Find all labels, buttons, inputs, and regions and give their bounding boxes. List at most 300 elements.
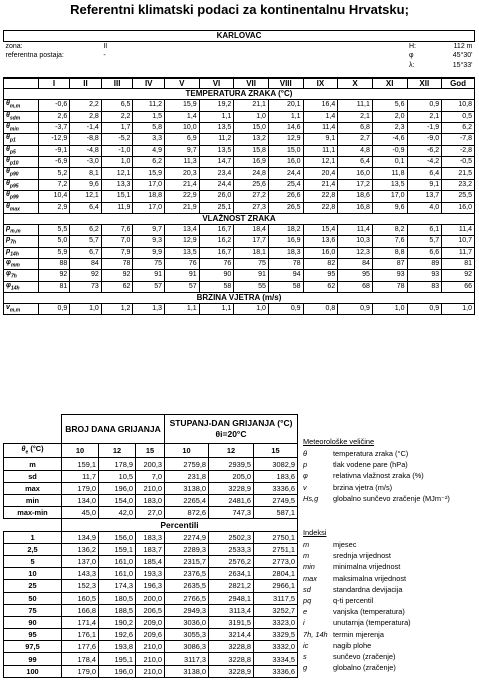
table-cell: 13,6: [303, 236, 338, 247]
table-cell: 231,8: [165, 470, 209, 482]
table-cell: 196,3: [136, 580, 165, 592]
table-cell: 1,7: [101, 122, 133, 133]
page-title: Referentni klimatski podaci za kontinentalnu Hrvatsku;: [70, 2, 409, 17]
info-right-value: 15°33': [452, 61, 473, 69]
row-symbol: θ: [6, 191, 10, 199]
column-header: 10: [165, 444, 209, 458]
table-cell: 11,8: [372, 168, 407, 179]
table-row: [4, 157, 475, 168]
table-cell: 16,7: [199, 224, 234, 235]
legend-indeksi: [303, 528, 411, 673]
table-row: [4, 270, 475, 281]
table-cell: 4,8: [338, 145, 373, 156]
table-cell: 6,4: [70, 202, 102, 213]
table-cell: 7,6: [101, 224, 133, 235]
table-cell: 10,3: [338, 236, 373, 247]
table-cell: 21,1: [234, 100, 269, 111]
row-symbol: θ: [6, 134, 10, 142]
theta-subscript: e: [25, 449, 29, 456]
table-cell: 13,7: [407, 191, 442, 202]
table-cell: 17,2: [338, 179, 373, 190]
theta-unit: (°C): [30, 444, 44, 453]
info-right-label: λ:: [409, 61, 415, 69]
table-cell: 3228,9: [209, 482, 254, 494]
table-cell: 183,6: [254, 470, 298, 482]
table-row: [4, 258, 475, 269]
legend-text: relativna vlažnost zraka (%): [333, 471, 424, 481]
table-cell: 16,9: [268, 236, 303, 247]
row-label: 97,5: [4, 641, 62, 653]
table-cell: 95: [338, 270, 373, 281]
table-cell: 26,0: [199, 191, 234, 202]
table-cell: 58: [268, 281, 303, 292]
table-cell: 7,6: [372, 236, 407, 247]
row-subscript: 7h: [10, 273, 17, 280]
table-cell: 9,6: [372, 202, 407, 213]
row-symbol: θ: [6, 122, 10, 130]
table-cell: 11,4: [442, 224, 475, 235]
table-cell: 62: [101, 281, 133, 292]
table-cell: 4,0: [407, 202, 442, 213]
table-cell: 21,5: [442, 168, 475, 179]
table-cell: 16,8: [338, 202, 373, 213]
legend-item: [303, 561, 411, 572]
legend-symbol: θ: [303, 449, 308, 459]
legend-item: [303, 629, 411, 640]
table-cell: 9,1: [407, 179, 442, 190]
table-cell: 1,4: [303, 111, 338, 122]
table-cell: 587,1: [254, 507, 298, 519]
table-cell: 16,9: [234, 157, 269, 168]
table-cell: 6,2: [442, 122, 475, 133]
table-cell: 11,3: [165, 157, 200, 168]
table-cell: 3323,0: [254, 616, 298, 628]
table-cell: 0,5: [442, 111, 475, 122]
row-symbol: φ: [6, 270, 11, 278]
legend-item: [303, 640, 411, 651]
table-cell: 10,4: [38, 191, 70, 202]
row-symbol: φ: [6, 281, 11, 289]
table-cell: 196,0: [99, 665, 136, 677]
table-cell: 94: [268, 270, 303, 281]
table-cell: 76: [165, 258, 200, 269]
table-cell: 3329,5: [254, 629, 298, 641]
legend-item: [303, 482, 450, 493]
table-cell: 10,7: [442, 236, 475, 247]
table-row: [4, 641, 298, 653]
legend-text: temperatura zraka (°C): [333, 449, 409, 459]
info-right-label: H:: [409, 42, 416, 50]
table-cell: 91: [133, 270, 165, 281]
table-cell: 45,0: [62, 507, 99, 519]
info-right-label: φ: [409, 52, 414, 60]
table-cell: 171,4: [62, 616, 99, 628]
table-cell: 5,9: [38, 247, 70, 258]
row-label: [4, 303, 39, 314]
legend-item: [303, 459, 450, 470]
table-cell: 747,3: [209, 507, 254, 519]
table-cell: 3082,9: [254, 458, 298, 470]
table-cell: 2804,1: [254, 568, 298, 580]
table-cell: 13,5: [372, 179, 407, 190]
station-name: KARLOVAC: [4, 31, 475, 42]
table-cell: 5,8: [133, 122, 165, 133]
table-cell: 0,8: [303, 303, 338, 314]
row-symbol: θ: [6, 179, 10, 187]
table-cell: 9,3: [133, 236, 165, 247]
table-cell: 174,3: [99, 580, 136, 592]
legend-text: globalno sunčevo zračenje (MJm⁻²): [333, 493, 450, 503]
legend-symbol: φ: [303, 471, 308, 481]
legend-symbol: s: [303, 651, 307, 661]
table-cell: 3252,7: [254, 604, 298, 616]
table-cell: 20,1: [268, 100, 303, 111]
table-row: [4, 495, 298, 507]
row-subscript: p99: [9, 194, 19, 201]
table-cell: 15,9: [165, 100, 200, 111]
table-cell: 159,1: [99, 543, 136, 555]
row-label: [4, 111, 39, 122]
table-row: [4, 145, 475, 156]
column-header: 15: [254, 444, 298, 458]
table-cell: 2576,2: [209, 555, 254, 567]
table-cell: 210,0: [136, 653, 165, 665]
table-cell: -9,0: [407, 134, 442, 145]
table-cell: 15,8: [234, 145, 269, 156]
table-cell: -7,8: [442, 134, 475, 145]
table-cell: 16,0: [268, 157, 303, 168]
table-cell: 8,2: [372, 224, 407, 235]
table-cell: -5,2: [101, 134, 133, 145]
row-subscript: p5: [9, 149, 16, 156]
table-cell: 84: [338, 258, 373, 269]
table-cell: 2,2: [101, 111, 133, 122]
legend-text: tlak vodene pare (hPa): [333, 460, 408, 470]
row-subscript: p90: [9, 171, 19, 178]
table-cell: 2,8: [70, 111, 102, 122]
legend-text: nagib plohe: [333, 640, 372, 650]
table-cell: 25,5: [442, 191, 475, 202]
table-cell: 0,9: [38, 303, 70, 314]
table-cell: 2,3: [372, 122, 407, 133]
table-cell: 185,4: [136, 555, 165, 567]
table-cell: 2,6: [38, 111, 70, 122]
table-cell: 18,3: [268, 247, 303, 258]
legend-item: [303, 662, 411, 673]
table-row: [4, 665, 298, 677]
column-header: 12: [99, 444, 136, 458]
row-label: [4, 100, 39, 111]
legend-symbol: ic: [303, 640, 309, 650]
table-cell: 6,2: [133, 157, 165, 168]
table-cell: 2966,1: [254, 580, 298, 592]
table-cell: 3113,4: [209, 604, 254, 616]
table-cell: 11,1: [338, 100, 373, 111]
legend-symbol: Hs,g: [303, 493, 319, 503]
table-row: [4, 555, 298, 567]
table-row: [4, 122, 475, 133]
table-cell: 2,7: [338, 134, 373, 145]
row-subscript: sdm: [9, 114, 21, 121]
table-cell: -0,6: [38, 100, 70, 111]
legend-symbol: v: [303, 482, 307, 492]
table-cell: 5,2: [38, 168, 70, 179]
table-cell: 6,2: [70, 224, 102, 235]
table-cell: -12,9: [38, 134, 70, 145]
table-row: [4, 247, 475, 258]
table-cell: 3228,8: [209, 653, 254, 665]
table-row: [4, 653, 298, 665]
row-symbol: p: [6, 236, 11, 244]
month-header: VIII: [268, 78, 303, 89]
row-subscript: p1: [9, 137, 16, 144]
row-label: 1: [4, 531, 62, 543]
legend-text: vanjska (temperatura): [333, 607, 405, 617]
table-cell: 11,7: [442, 247, 475, 258]
row-label: [4, 191, 39, 202]
row-label: [4, 134, 39, 145]
table-cell: 3138,0: [165, 482, 209, 494]
section-header: BRZINA VJETRA (m/s): [4, 293, 475, 304]
table-cell: 92: [38, 270, 70, 281]
table-cell: 23,4: [199, 168, 234, 179]
row-label: 75: [4, 604, 62, 616]
table-cell: 161,0: [99, 568, 136, 580]
table-cell: 13,5: [199, 122, 234, 133]
table-cell: 24,8: [234, 168, 269, 179]
table-cell: 14,6: [268, 122, 303, 133]
table-cell: 18,1: [234, 247, 269, 258]
table-cell: 12,1: [101, 168, 133, 179]
heating-days-table: [3, 414, 298, 678]
table-cell: 25,1: [199, 202, 234, 213]
table-cell: 88: [38, 258, 70, 269]
row-label: [4, 145, 39, 156]
table-cell: 8,8: [372, 247, 407, 258]
legend-text: minimalna vrijednost: [333, 562, 401, 572]
table-row: [4, 458, 298, 470]
table-row: [4, 507, 298, 519]
table-cell: 11,2: [133, 100, 165, 111]
table-cell: 11,9: [101, 202, 133, 213]
table-row: [4, 134, 475, 145]
table-cell: 3036,0: [165, 616, 209, 628]
table-cell: 3117,3: [165, 653, 209, 665]
table-cell: -4,6: [372, 134, 407, 145]
table-cell: 78: [268, 258, 303, 269]
row-label: [4, 270, 39, 281]
table-cell: 6,6: [407, 247, 442, 258]
info-value: -: [103, 52, 106, 60]
table-cell: 7,0: [101, 236, 133, 247]
table-row: [4, 543, 298, 555]
table-cell: 0,9: [407, 303, 442, 314]
table-cell: -6,9: [38, 157, 70, 168]
table-cell: 15,0: [234, 122, 269, 133]
table-cell: 2751,1: [254, 543, 298, 555]
table-cell: 18,8: [133, 191, 165, 202]
table-cell: 73: [70, 281, 102, 292]
legend-symbol: i: [303, 618, 305, 628]
table-cell: 26,6: [268, 191, 303, 202]
table-cell: 1,0: [372, 303, 407, 314]
table-cell: 58: [199, 281, 234, 292]
table-cell: 2949,3: [165, 604, 209, 616]
table-cell: 9,1: [303, 134, 338, 145]
table-cell: 179,0: [62, 665, 99, 677]
month-header: IX: [303, 78, 338, 89]
table-cell: 2,1: [407, 111, 442, 122]
table-cell: 0,9: [268, 303, 303, 314]
legend-meteo: [303, 437, 450, 504]
row-label: 100: [4, 665, 62, 677]
table-cell: -3,0: [70, 157, 102, 168]
table-cell: 11,1: [303, 145, 338, 156]
row-subscript: 7h: [10, 239, 17, 246]
row-symbol: p: [6, 247, 11, 255]
table-cell: 1,0: [442, 303, 475, 314]
table-cell: 6,4: [407, 168, 442, 179]
table-cell: 2948,1: [209, 592, 254, 604]
table-cell: 2376,5: [165, 568, 209, 580]
table-cell: 12,3: [338, 247, 373, 258]
legend-symbol: min: [303, 562, 315, 572]
table-cell: 7,2: [38, 179, 70, 190]
table-cell: 210,0: [136, 665, 165, 677]
table-cell: -1,4: [70, 122, 102, 133]
table-cell: 193,8: [99, 641, 136, 653]
legend-symbol: m: [303, 540, 310, 550]
monthly-climate-table: [3, 30, 475, 315]
table-cell: 15,0: [268, 145, 303, 156]
table-cell: 3191,5: [209, 616, 254, 628]
table-cell: 136,2: [62, 543, 99, 555]
table-row: [4, 111, 475, 122]
table-cell: 93: [372, 270, 407, 281]
legend-item: [303, 448, 450, 459]
legend-meteo-header: Meteorološke veličine: [303, 437, 375, 446]
row-symbol: φ: [6, 258, 11, 266]
row-label: [4, 179, 39, 190]
table-cell: 16,7: [199, 247, 234, 258]
table-cell: 2,2: [70, 100, 102, 111]
table-cell: 2,9: [38, 202, 70, 213]
table-cell: 17,7: [234, 236, 269, 247]
table-cell: 55: [234, 281, 269, 292]
table-cell: 177,6: [62, 641, 99, 653]
table-cell: 1,1: [199, 303, 234, 314]
table-cell: 89: [407, 258, 442, 269]
row-symbol: v: [6, 303, 10, 311]
table-cell: 5,0: [38, 236, 70, 247]
column-header: 12: [209, 444, 254, 458]
table-cell: 82: [303, 258, 338, 269]
table-cell: 6,5: [101, 100, 133, 111]
table-row: [4, 168, 475, 179]
broj-dana-header: BROJ DANA GRIJANJA: [62, 415, 165, 444]
table-cell: 1,1: [165, 303, 200, 314]
row-label: max: [4, 482, 62, 494]
row-label: [4, 168, 39, 179]
table-cell: 200,0: [136, 592, 165, 604]
info-right-value: 45°30': [452, 52, 473, 60]
table-cell: 78: [101, 258, 133, 269]
stupanj-dan-header: STUPANJ-DAN GRIJANJA (°C) θi=20°C: [165, 415, 298, 444]
table-cell: 11,4: [338, 224, 373, 235]
table-cell: 75: [133, 258, 165, 269]
table-cell: 21,4: [303, 179, 338, 190]
month-header: III: [101, 78, 133, 89]
row-subscript: p95: [9, 183, 19, 190]
table-row: [4, 616, 298, 628]
table-cell: 1,0: [234, 111, 269, 122]
table-cell: 3336,6: [254, 665, 298, 677]
table-cell: 9,9: [133, 247, 165, 258]
table-cell: 20,3: [165, 168, 200, 179]
table-cell: 209,0: [136, 616, 165, 628]
row-subscript: 14h: [10, 250, 19, 257]
table-cell: 180,5: [99, 592, 136, 604]
table-cell: 15,9: [133, 168, 165, 179]
row-subscript: m,m: [9, 103, 21, 110]
table-cell: 17,0: [372, 191, 407, 202]
table-cell: 210,0: [136, 641, 165, 653]
table-cell: 11,4: [303, 122, 338, 133]
row-label: [4, 224, 39, 235]
row-subscript: mm: [10, 262, 20, 269]
table-cell: 78: [372, 281, 407, 292]
table-cell: 17,0: [133, 202, 165, 213]
table-cell: 16,0: [442, 202, 475, 213]
table-cell: 81: [442, 258, 475, 269]
table-cell: 84: [70, 258, 102, 269]
table-cell: -0,9: [372, 145, 407, 156]
table-cell: 18,4: [234, 224, 269, 235]
table-row: [4, 179, 475, 190]
table-cell: 21,9: [165, 202, 200, 213]
table-row: [4, 281, 475, 292]
table-cell: 137,0: [62, 555, 99, 567]
table-cell: 1,1: [199, 111, 234, 122]
legend-item: [303, 595, 411, 606]
table-cell: 156,0: [99, 531, 136, 543]
table-cell: 91: [165, 270, 200, 281]
table-cell: 2502,3: [209, 531, 254, 543]
table-cell: 12,9: [268, 134, 303, 145]
row-label: [4, 157, 39, 168]
legend-text: q-ti percentil: [333, 596, 374, 606]
row-label: 2,5: [4, 543, 62, 555]
table-cell: 95: [303, 270, 338, 281]
row-subscript: min: [9, 126, 19, 133]
table-cell: 3336,6: [254, 482, 298, 494]
table-row: [4, 580, 298, 592]
table-cell: -1,9: [407, 122, 442, 133]
table-cell: 16,2: [199, 236, 234, 247]
row-label: 90: [4, 616, 62, 628]
table-cell: 1,3: [133, 303, 165, 314]
table-cell: 87: [372, 258, 407, 269]
table-row: [4, 604, 298, 616]
table-cell: 3228,8: [209, 641, 254, 653]
row-symbol: θ: [6, 202, 10, 210]
table-cell: 179,0: [62, 482, 99, 494]
table-cell: 2634,1: [209, 568, 254, 580]
table-cell: 25,4: [268, 179, 303, 190]
table-cell: -3,7: [38, 122, 70, 133]
table-cell: 22,8: [303, 202, 338, 213]
row-subscript: max: [9, 206, 20, 213]
